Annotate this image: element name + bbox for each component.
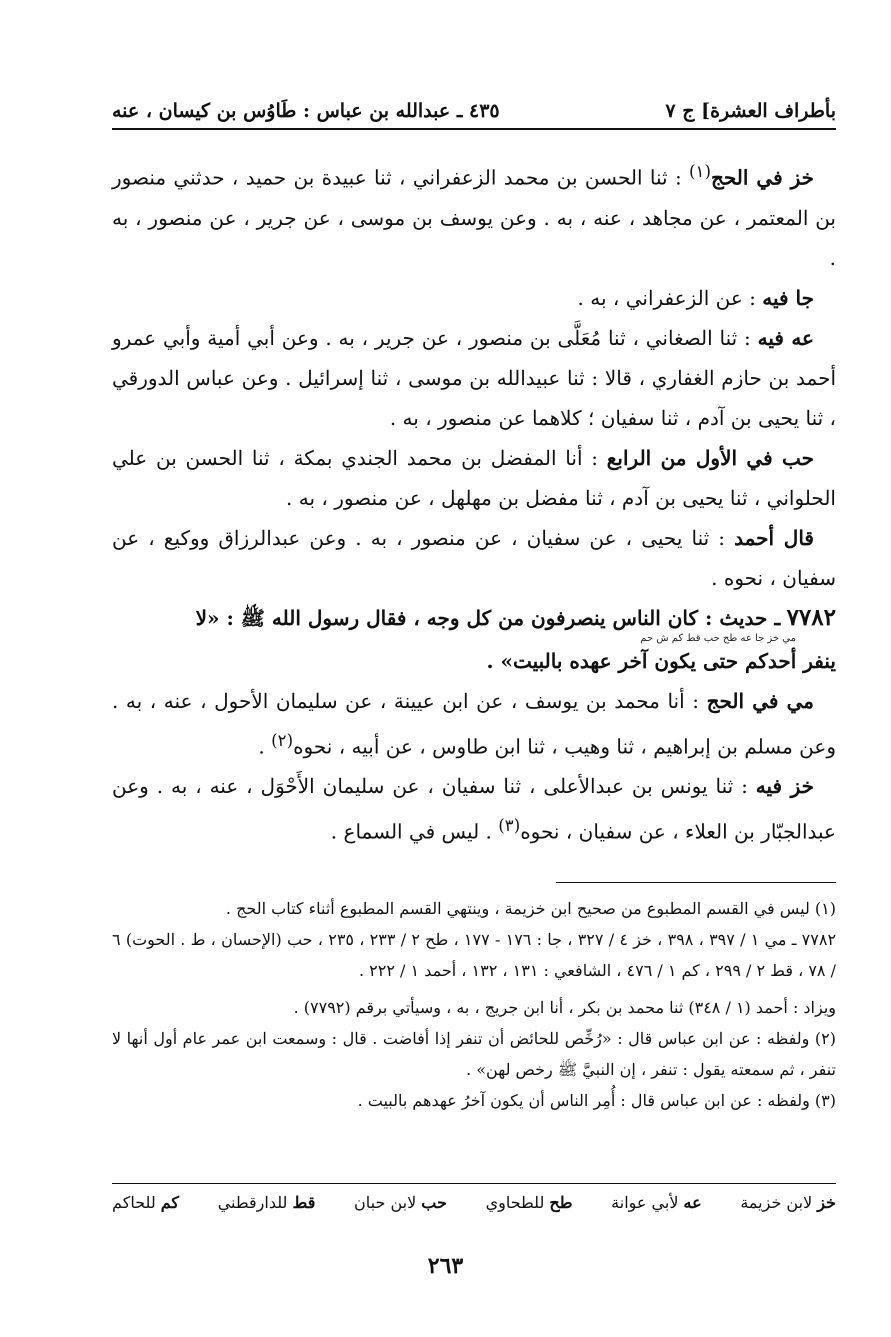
footnotes xyxy=(112,893,836,1116)
footnote: ويزاد : أحمد (١ / ٣٤٨) ثنا محمد بن بكر ، أنا ابن جريج ، به ، وسيأتي برقم (٧٧٩٢) . xyxy=(293,998,836,1017)
page-number: ٢٦٣ xyxy=(427,1253,464,1279)
hadith-entry xyxy=(112,598,836,681)
hadith-number: ٧٧٨٢ xyxy=(786,603,836,631)
paragraph-tail: . xyxy=(258,734,272,759)
paragraph xyxy=(112,318,836,438)
abbreviation-item: قط للدارقطني xyxy=(217,1193,316,1212)
paragraph xyxy=(112,681,836,767)
source-sigla: جا فيه xyxy=(762,285,814,310)
paragraph xyxy=(112,152,836,278)
paragraph-text: : أنا المفضل بن محمد الجندي بمكة ، ثنا الحسن بن علي الحلواني ، ثنا يحيى بن آدم ، ثنا مفضل بن مهلهل ، عن منصور ، به . xyxy=(112,445,836,510)
abbreviation-item: حب لابن حبان xyxy=(354,1193,447,1212)
paragraph xyxy=(112,438,836,518)
paragraph xyxy=(112,278,836,318)
source-sigla: حب في الأول من الرابع xyxy=(606,445,814,470)
abbreviation-item: خز لابن خزيمة xyxy=(740,1193,836,1212)
abbreviation-item: عه لأبي عوانة xyxy=(611,1193,702,1212)
footnote: (٢) ولفظه : عن ابن عباس قال : «رُخِّص للحائض أن تنفر إذا أفاضت . قال : وسمعت ابن عمر عام أول أنها لا تنفر ، ثم سمعته يقول : تنفر ، إن النبيَّ ﷺ رخص لهن» . xyxy=(112,1029,836,1079)
abbreviations-divider xyxy=(112,1183,836,1184)
footnote-ref: (٢) xyxy=(271,730,294,750)
source-sigla: عه فيه xyxy=(757,325,814,350)
paragraph-text: : ثنا الصغاني ، ثنا مُعَلَّى بن منصور ، عن جرير ، به . وعن أبي أمية وأبي عمرو أحمد بن حازم الغفاري ، قالا : ثنا عبيدالله بن موسى ، ثنا إسرائيل . وعن عباس الدورقي ، ثنا يحيى بن آدم ، ثنا سفيان ؛ كلاهما عن منصور ، به . xyxy=(112,325,836,430)
paragraph-tail: . ليس في السماع . xyxy=(330,819,499,844)
abbreviation-item: كم للحاكم xyxy=(112,1193,180,1212)
running-header xyxy=(112,82,836,130)
footnote: (٣) ولفظه : عن ابن عباس قال : أُمِر الناس أن يكون آخرُ عهدهم بالبيت . xyxy=(357,1091,836,1110)
paragraph-text: : عن الزعفراني ، به . xyxy=(577,285,763,310)
abbreviations-legend xyxy=(112,1193,836,1212)
hadith-sources: مي خز جا عه طح حب قط كم ش حم xyxy=(640,632,796,644)
source-sigla: قال أحمد xyxy=(734,525,814,550)
footnote: (١) ليس في القسم المطبوع من صحيح ابن خزيمة ، وينتهي القسم المطبوع أثناء كتاب الحج . xyxy=(225,899,836,918)
source-sigla: خز في الحج xyxy=(710,165,814,190)
abbreviation-item: طح للطحاوي xyxy=(485,1193,573,1212)
header-chapter: ٤٣٥ ـ عبدالله بن عباس : طَاوُس بن كيسان ، عنه xyxy=(112,100,500,122)
paragraph-text: : أنا محمد بن يوسف ، عن ابن عيينة ، عن سليمان الأحول ، عنه ، به . وعن مسلم بن إبراهيم ، ثنا وهيب ، ثنا ابن طاوس ، عن أبيه ، نحوه xyxy=(112,688,836,759)
hadith-text-line1: : كان الناس ينصرفون من كل وجه ، فقال رسول الله ﷺ : «لا xyxy=(195,605,720,630)
main-text xyxy=(112,152,836,852)
hadith-text-line2: ينفر أحدكم حتى يكون آخر عهده بالبيت» . xyxy=(486,648,836,673)
footnote-ref: (١) xyxy=(689,162,711,181)
paragraph-text: : ثنا يونس بن عبدالأعلى ، ثنا سفيان ، عن سليمان الأَحْوَل ، عنه ، به . وعن عبدالجبّار بن العلاء ، عن سفيان ، نحوه xyxy=(112,774,836,844)
source-sigla: خز فيه xyxy=(755,774,814,799)
header-volume: بأطراف العشرة] ج ٧ xyxy=(665,100,836,122)
hadith-label: ـ حديث xyxy=(719,605,781,630)
paragraph-text: : ثنا الحسن بن محمد الزعفراني ، ثنا عبيدة بن حميد ، حدثني منصور بن المعتمر ، عن مجاهد ، عنه ، به . وعن يوسف بن موسى ، عن جرير ، عن منصور ، به . xyxy=(112,165,836,270)
paragraph xyxy=(112,766,836,852)
footnote: ٧٧٨٢ ـ مي ١ / ٣٩٧ ، ٣٩٨ ، خز ٤ / ٣٢٧ ، جا : ١٧٦ - ١٧٧ ، طح ٢ / ٢٣٣ ، ٢٣٥ ، حب (الإحسان ، ط . الحوت) ٦ / ٧٨ ، قط ٢ / ٢٩٩ ، كم ١ / ٤٧٦ ، الشافعي : ١٣١ ، ١٣٢ ، أحمد ١ / ٢٢٢ . xyxy=(112,930,837,980)
footnote-ref: (٣) xyxy=(498,816,521,836)
paragraph-text: : ثنا يحيى ، عن سفيان ، عن منصور ، به . وعن عبدالرزاق ووكيع ، عن سفيان ، نحوه . xyxy=(112,525,836,590)
source-sigla: مي في الحج xyxy=(706,688,814,713)
paragraph xyxy=(112,518,836,598)
footnote-divider xyxy=(556,882,836,883)
